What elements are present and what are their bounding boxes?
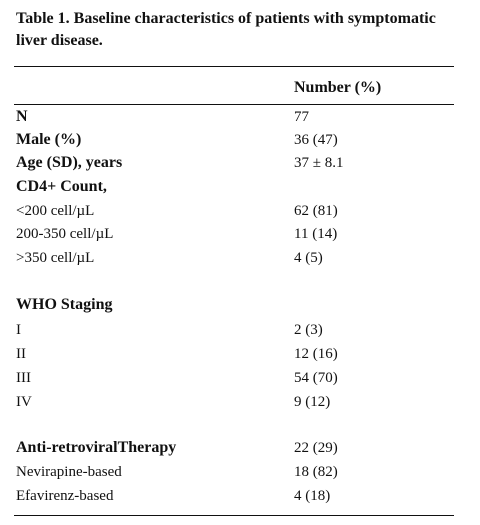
table-row (0, 437, 480, 459)
row-label: III (16, 370, 31, 386)
row-value: 11 (14) (294, 226, 338, 242)
top-rule (14, 66, 454, 67)
row-value: 22 (29) (294, 440, 338, 456)
row-value: 54 (70) (294, 370, 338, 386)
row-value: 2 (3) (294, 322, 323, 338)
table-caption: Table 1. Baseline characteristics of patients with symptomatic liver disease. (16, 10, 436, 49)
row-label: WHO Staging (16, 296, 113, 313)
row-value: 77 (294, 109, 309, 125)
table-row (0, 294, 480, 316)
table-row (0, 247, 480, 269)
bottom-rule (14, 515, 454, 516)
table-row (0, 106, 480, 128)
row-label: Anti-retroviralTherapy (16, 439, 177, 456)
table-row (0, 176, 480, 198)
table-row (0, 200, 480, 222)
table-row (0, 152, 480, 174)
row-value: 37 ± 8.1 (294, 155, 344, 171)
row-label: N (16, 108, 28, 125)
row-label: IV (16, 394, 32, 410)
table-row (0, 485, 480, 507)
row-label: Efavirenz-based (16, 488, 114, 504)
row-label: 200-350 cell/µL (16, 226, 114, 242)
table-row (0, 391, 480, 413)
table-row (0, 461, 480, 483)
table-row (0, 367, 480, 389)
row-label: Nevirapine-based (16, 464, 122, 480)
table-row (0, 319, 480, 341)
row-value: 9 (12) (294, 394, 331, 410)
row-label: CD4+ Count, (16, 178, 107, 195)
header-rule (14, 104, 454, 105)
row-value: 4 (18) (294, 488, 331, 504)
row-label: II (16, 346, 26, 362)
row-value: 12 (16) (294, 346, 338, 362)
row-label: <200 cell/µL (16, 203, 95, 219)
row-label: I (16, 322, 21, 338)
table-row (0, 343, 480, 365)
table-row (0, 223, 480, 245)
row-label: >350 cell/µL (16, 250, 95, 266)
row-value: 36 (47) (294, 132, 338, 148)
table-row (0, 129, 480, 151)
row-value: 4 (5) (294, 250, 323, 266)
row-label: Age (SD), years (16, 154, 123, 171)
row-label: Male (%) (16, 131, 82, 148)
column-header: Number (%) (294, 79, 382, 96)
row-value: 62 (81) (294, 203, 338, 219)
row-value: 18 (82) (294, 464, 338, 480)
